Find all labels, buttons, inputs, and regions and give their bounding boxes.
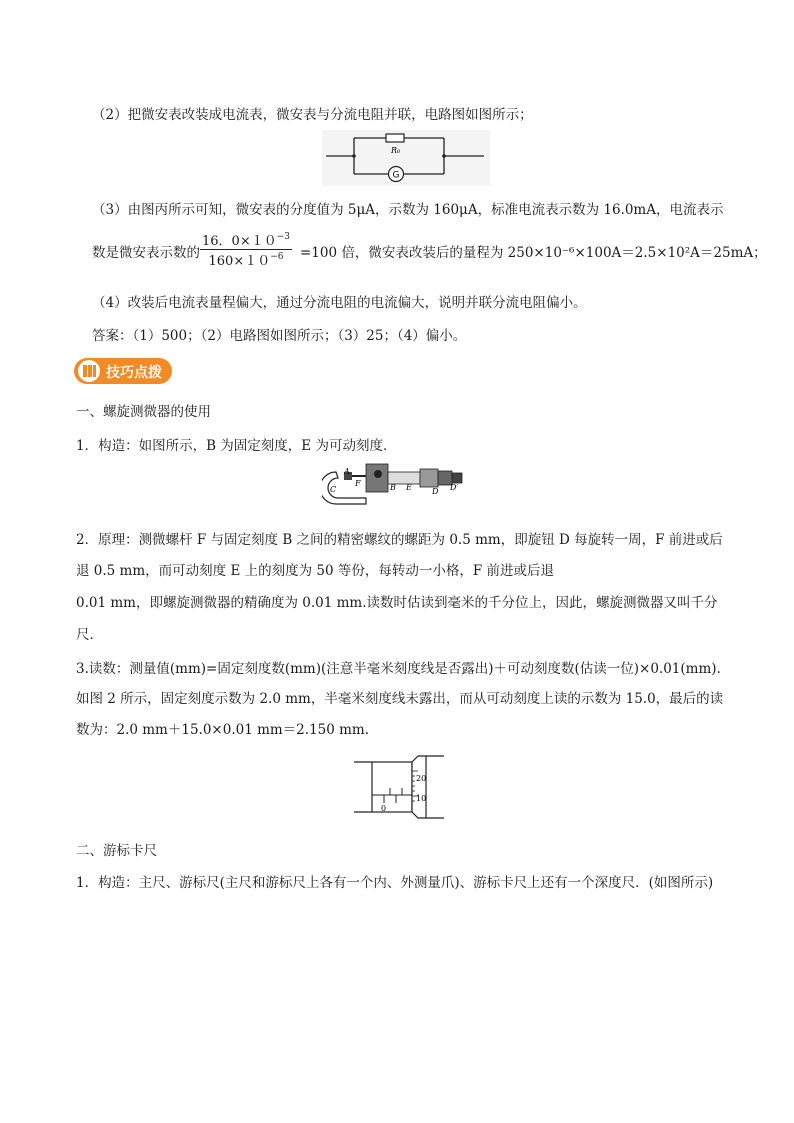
tips-badge [74,358,172,384]
item-2-line-3: 0.01 mm，即螺旋测微器的精确度为 0.01 mm.读数时估读到毫米的千分位上，因此，螺旋测微器又叫千分 [76,595,718,611]
item-2-line-2: 退 0.5 mm，而可动刻度 E 上的刻度为 50 等份，每转动一小格，F 前进或后退 [76,563,555,579]
scale-label-10: 10 [416,794,427,803]
item-3-line-2: 如图 2 所示，固定刻度示数为 2.0 mm，半毫米刻度线未露出，而从可动刻度上读的示数为 15.0，最后的读 [76,691,724,707]
item-4: 1．构造：主尺、游标尺(主尺和游标尺上各有一个内、外测量爪)、游标卡尺上还有一个深度尺．(如图所示) [76,875,714,891]
item-2-line-4: 尺． [76,627,103,643]
circuit-diagram [322,130,490,186]
galvanometer-label: G [392,170,400,181]
micrometer-figure [322,460,467,508]
svg-text:E: E [406,483,412,492]
thimble [412,756,426,818]
item-3-line-3: 数为：2.0 mm＋15.0×0.01 mm＝2.150 mm. [76,722,370,738]
ratchet-d2 [452,473,462,483]
scale-reading-figure [352,752,448,822]
item-3-line-1: 3.读数：测量值(mm)=固定刻度数(mm)(注意半毫米刻度线是否露出)＋可动刻度数(估读一位)×0.01(mm). [76,661,721,677]
fraction-denominator: $160\times 10^{-6}$ [208,252,284,269]
thimble-e [420,469,438,487]
svg-text:C: C [330,485,337,494]
svg-text:B: B [390,483,396,492]
para-2: （2）把微安表改装成电流表，微安表与分流电阻并联，电路图如图所示； [92,107,533,123]
scale-label-0: 0 [381,804,387,813]
section-1-title: 一、螺旋测微器的使用 [76,404,211,420]
ratio-fraction [200,230,292,269]
resistor-label: R₀ [391,146,401,155]
answer-line: 答案：（1）500；（2）电路图如图所示；（3）25；（4）偏小。 [92,328,467,344]
sleeve [372,762,412,812]
frame-body [366,464,388,492]
svg-text:D: D [432,487,439,496]
section-2-title: 二、游标卡尺 [76,843,157,859]
book-icon [76,358,102,384]
svg-text:F: F [355,479,361,488]
para-4: （4）改装后电流表量程偏大，通过分流电阻的电流偏大，说明并联分流电阻偏小。 [92,295,587,311]
fraction-numerator: 16．$0\times 10^{-3}$ [202,232,290,249]
lock-knob [374,470,382,478]
svg-text:A: A [344,467,350,476]
scale-label-20: 20 [416,774,427,783]
badge-label: 技巧点拨 [106,365,162,381]
para-3-line-1: （3）由图丙所示可知，微安表的分度值为 5μA，示数为 160μA，标准电流表示数为 16.0mA，电流表示 [92,202,724,218]
item-2-line-1: 2．原理：测微螺杆 F 与固定刻度 B 之间的精密螺纹的螺距为 0.5 mm，即旋钮 D 每旋转一周，F 前进或后 [76,532,723,548]
resistor-r0 [386,134,404,142]
item-1: 1．构造：如图所示，B 为固定刻度，E 为可动刻度． [76,438,397,454]
para-3-line-2-prefix: 数是微安表示数的 [92,245,200,261]
svg-text:D′: D′ [450,483,459,492]
para-3-line-2-suffix: =100 倍，微安表改装后的量程为 250×10⁻⁶×100A＝2.5×10²A＝25mA； [300,245,767,261]
